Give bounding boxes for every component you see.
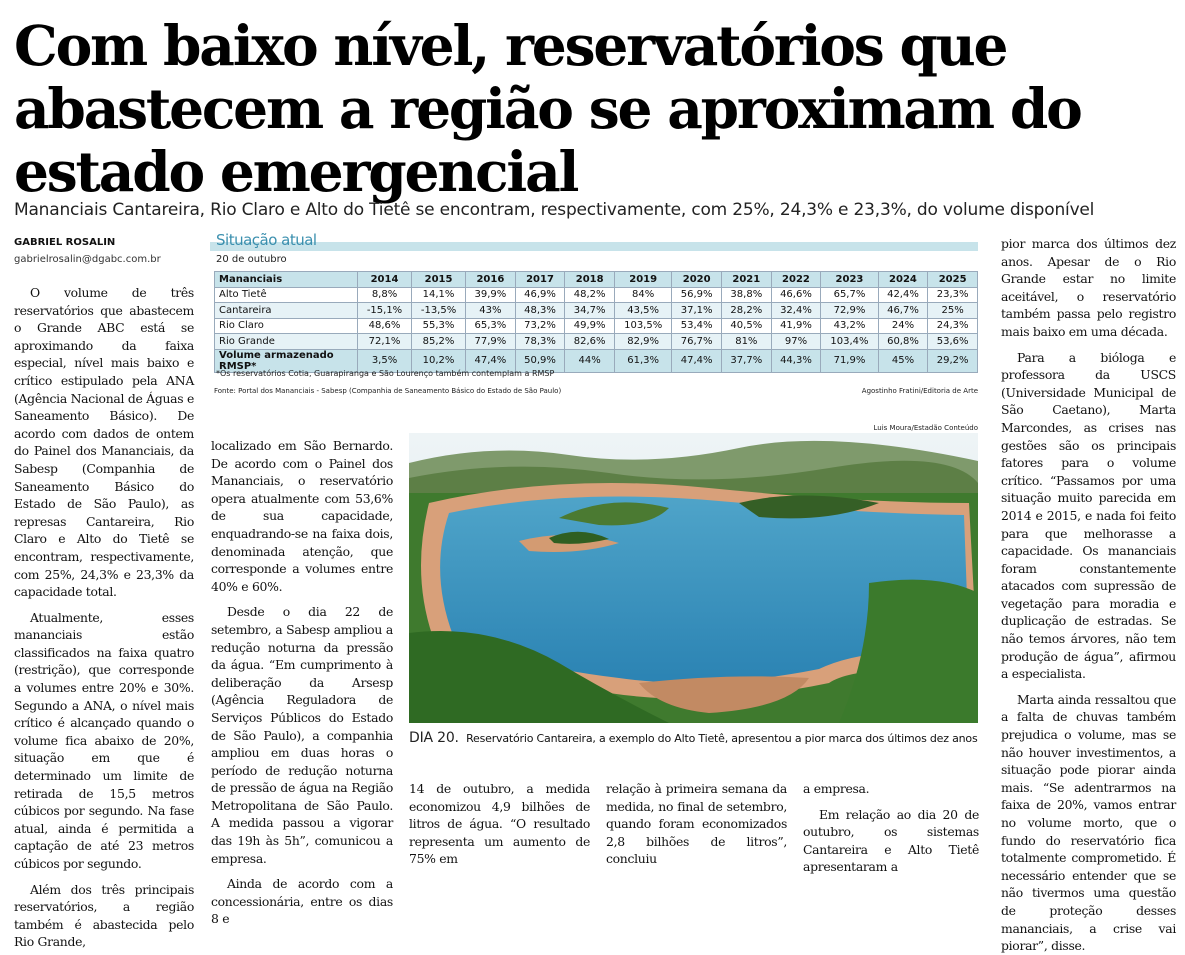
volume-cell: 46,6% <box>771 287 821 303</box>
volume-cell: 82,6% <box>565 334 615 350</box>
volume-cell: 56,9% <box>672 287 722 303</box>
volume-cell: 65,7% <box>821 287 878 303</box>
volume-cell: 48,3% <box>515 303 565 319</box>
volume-cell: 65,3% <box>466 318 516 334</box>
volume-cell: 82,9% <box>614 334 671 350</box>
volume-cell: 76,7% <box>672 334 722 350</box>
volume-cell: 43% <box>466 303 516 319</box>
volume-cell: 103,4% <box>821 334 878 350</box>
year-header: 2024 <box>878 272 928 288</box>
volume-cell: 49,9% <box>565 318 615 334</box>
volume-cell: 46,7% <box>878 303 928 319</box>
volume-cell: 43,5% <box>614 303 671 319</box>
reservoir-photo <box>409 433 978 723</box>
volume-cell: 44% <box>565 349 615 372</box>
volume-cell: 103,5% <box>614 318 671 334</box>
author-email[interactable]: gabrielrosalin@dgabc.com.br <box>14 254 161 265</box>
volume-cell: 29,2% <box>928 349 978 372</box>
table-footnote: *Os reservatórios Cotia, Guarapiranga e São Lourenço também contemplam a RMSP <box>216 369 555 378</box>
volume-cell: -13,5% <box>412 303 466 319</box>
volume-cell: 84% <box>614 287 671 303</box>
table-header-row <box>215 272 978 288</box>
volume-cell: 72,9% <box>821 303 878 319</box>
paragraph: Além dos três principais reservatórios, a região também é abastecida pelo Rio Grande, <box>14 881 194 950</box>
volume-cell: 85,2% <box>412 334 466 350</box>
reservoir-name-cell: Volume armazenado RMSP* <box>215 349 358 372</box>
paragraph: O volume de três reservatórios que abastecem o Grande ABC está se aproximando da faixa especial, nível mais baixo e crítico estipulado pela ANA (Agência Nacional de Águas e Saneamento Básico). De acordo com dados de ontem do Painel dos Mananciais, da Sabesp (Companhia de Saneamento Básico do Estado de São Paulo), as represas Cantareira, Rio Claro e Alto do Tietê se encontram, respectivamente, com 25%, 24,3% e 23,3% da capacidade total. <box>14 285 194 600</box>
volume-cell: 24% <box>878 318 928 334</box>
year-header: 2017 <box>515 272 565 288</box>
headline: Com baixo nível, reservatórios que abastecem a região se aproximam do estado emergencial <box>14 13 1081 204</box>
volume-cell: 25% <box>928 303 978 319</box>
infobox-date: 20 de outubro <box>216 254 287 265</box>
volume-cell: 8,8% <box>358 287 412 303</box>
paragraph: Marta ainda ressaltou que a falta de chuvas também prejudica o volume, mas se não houver investimentos, a situação pode piorar ainda mais. “Se adentrarmos na faixa de 20%, vamos entrar no volume morto, que o fundo do reservatório fica totalmente comprometido. É necessário entender que se não tivermos uma questão de proteção desses mananciais, a crise vai piorar”, disse. <box>1001 691 1176 954</box>
paragraph: relação à primeira semana da medida, no final de setembro, quando foram economizados 2,8 bilhões de litros”, concluiu <box>606 781 787 867</box>
reservoir-table <box>214 271 978 373</box>
art-credit: Agostinho Fratini/Editoria de Arte <box>861 387 978 395</box>
subheadline: Mananciais Cantareira, Rio Claro e Alto do Tietê se encontram, respectivamente, com 25%, 24,3% e 23,3%, do volume disponível <box>14 200 1095 220</box>
caption-text: Reservatório Cantareira, a exemplo do Alto Tietê, apresentou a pior marca dos últimos dez anos <box>466 732 978 745</box>
year-header: 2025 <box>928 272 978 288</box>
photo-credit: Luis Moura/Estadão Conteúdo <box>873 424 978 432</box>
text-column-1 <box>14 284 194 950</box>
text-column-4 <box>606 780 787 867</box>
volume-cell: 23,3% <box>928 287 978 303</box>
volume-cell: 47,4% <box>672 349 722 372</box>
volume-cell: 55,3% <box>412 318 466 334</box>
text-column-6 <box>1001 235 1176 954</box>
infobox-title-bar <box>210 233 978 251</box>
volume-cell: 40,5% <box>722 318 772 334</box>
volume-cell: 77,9% <box>466 334 516 350</box>
caption-lead: DIA 20. <box>409 730 459 746</box>
volume-cell: 37,7% <box>722 349 772 372</box>
situation-infobox <box>210 233 978 405</box>
volume-cell: 47,4% <box>466 349 516 372</box>
volume-cell: 43,2% <box>821 318 878 334</box>
volume-cell: 46,9% <box>515 287 565 303</box>
volume-cell: 78,3% <box>515 334 565 350</box>
volume-cell: 73,2% <box>515 318 565 334</box>
volume-cell: 45% <box>878 349 928 372</box>
volume-cell: 97% <box>771 334 821 350</box>
year-header: 2016 <box>466 272 516 288</box>
paragraph: 14 de outubro, a medida economizou 4,9 bilhões de litros de água. “O resultado representa um aumento de 75% em <box>409 781 590 867</box>
year-header: 2018 <box>565 272 615 288</box>
volume-cell: 81% <box>722 334 772 350</box>
infobox-title: Situação atual <box>216 231 317 249</box>
volume-cell: 48,6% <box>358 318 412 334</box>
paragraph: Ainda de acordo com a concessionária, entre os dias 8 e <box>211 876 393 927</box>
photo-caption <box>409 730 984 746</box>
volume-cell: 53,6% <box>928 334 978 350</box>
reservoir-landscape-image <box>409 433 978 723</box>
volume-cell: 50,9% <box>515 349 565 372</box>
paragraph: Atualmente, esses mananciais estão classificados na faixa quatro (restrição), que corresponde a volumes entre 20% e 30%. Segundo a ANA, o nível mais crítico é alcançado quando o volume fica abaixo de 20%, situação em que é determinado um limite de retirada de 15,5 metros cúbicos por segundo. Na fase atual, ainda é permitida a captação de até 23 metros cúbicos por segundo. <box>14 609 194 871</box>
volume-cell: 44,3% <box>771 349 821 372</box>
year-header: 2021 <box>722 272 772 288</box>
year-header: 2020 <box>672 272 722 288</box>
volume-cell: 3,5% <box>358 349 412 372</box>
paragraph: a empresa. <box>803 781 870 796</box>
paragraph: Em relação ao dia 20 de outubro, os sistemas Cantareira e Alto Tietê apresentaram a <box>803 806 979 875</box>
paragraph: pior marca dos últimos dez anos. Apesar de o Rio Grande estar no limite aceitável, o reservatório também passa pelo registro mais baixo em uma década. <box>1001 236 1176 339</box>
year-header: 2023 <box>821 272 878 288</box>
volume-cell: 61,3% <box>614 349 671 372</box>
year-header: 2014 <box>358 272 412 288</box>
volume-cell: 34,7% <box>565 303 615 319</box>
volume-cell: 72,1% <box>358 334 412 350</box>
table-row <box>215 334 978 350</box>
table-row <box>215 303 978 319</box>
volume-cell: 42,4% <box>878 287 928 303</box>
table-source: Fonte: Portal dos Mananciais - Sabesp (Companhia de Saneamento Básico do Estado de São Paulo) <box>214 387 562 395</box>
volume-cell: 24,3% <box>928 318 978 334</box>
volume-cell: 38,8% <box>722 287 772 303</box>
author-name: GABRIEL ROSALIN <box>14 237 116 248</box>
text-column-5 <box>803 780 979 875</box>
volume-cell: 37,1% <box>672 303 722 319</box>
table-row <box>215 287 978 303</box>
volume-cell: 60,8% <box>878 334 928 350</box>
reservoir-name-cell: Rio Claro <box>215 318 358 334</box>
volume-cell: -15,1% <box>358 303 412 319</box>
paragraph: localizado em São Bernardo. De acordo com o Painel dos Mananciais, o reservatório opera atualmente com 53,6% de sua capacidade, enquadrando-se na faixa dois, denominada atenção, que corresponde a volumes entre 40% e 60%. <box>211 438 393 594</box>
table-row <box>215 318 978 334</box>
header-cell: Mananciais <box>215 272 358 288</box>
year-header: 2015 <box>412 272 466 288</box>
volume-cell: 53,4% <box>672 318 722 334</box>
volume-cell: 48,2% <box>565 287 615 303</box>
paragraph: Para a bióloga e professora da USCS (Universidade Municipal de São Caetano), Marta Marcondes, as crises nas gestões são os principais fatores para o volume crítico. “Passamos por uma situação muito parecida em 2014 e 2015, e nada foi feito para que melhorasse a capacidade. Os mananciais foram constantemente atacados com supressão de vegetação para moradia e duplicação de estradas. Se não temos árvores, não tem produção de água”, afirmou a especialista. <box>1001 349 1176 682</box>
text-column-2 <box>211 437 393 927</box>
reservoir-name-cell: Cantareira <box>215 303 358 319</box>
volume-cell: 71,9% <box>821 349 878 372</box>
text-column-3 <box>409 780 590 867</box>
reservoir-name-cell: Rio Grande <box>215 334 358 350</box>
volume-cell: 14,1% <box>412 287 466 303</box>
volume-cell: 28,2% <box>722 303 772 319</box>
paragraph: Desde o dia 22 de setembro, a Sabesp ampliou a redução noturna da pressão da água. “Em cumprimento à deliberação da Arsesp (Agência Reguladora de Serviços Públicos do Estado de São Paulo), a companhia ampliou em duas horas o período de redução noturna de pressão de água na Região Metropolitana de São Paulo. A medida passou a vigorar das 19h às 5h”, comunicou a empresa. <box>211 604 393 866</box>
year-header: 2019 <box>614 272 671 288</box>
reservoir-name-cell: Alto Tietê <box>215 287 358 303</box>
year-header: 2022 <box>771 272 821 288</box>
volume-cell: 32,4% <box>771 303 821 319</box>
volume-cell: 10,2% <box>412 349 466 372</box>
volume-cell: 39,9% <box>466 287 516 303</box>
volume-cell: 41,9% <box>771 318 821 334</box>
